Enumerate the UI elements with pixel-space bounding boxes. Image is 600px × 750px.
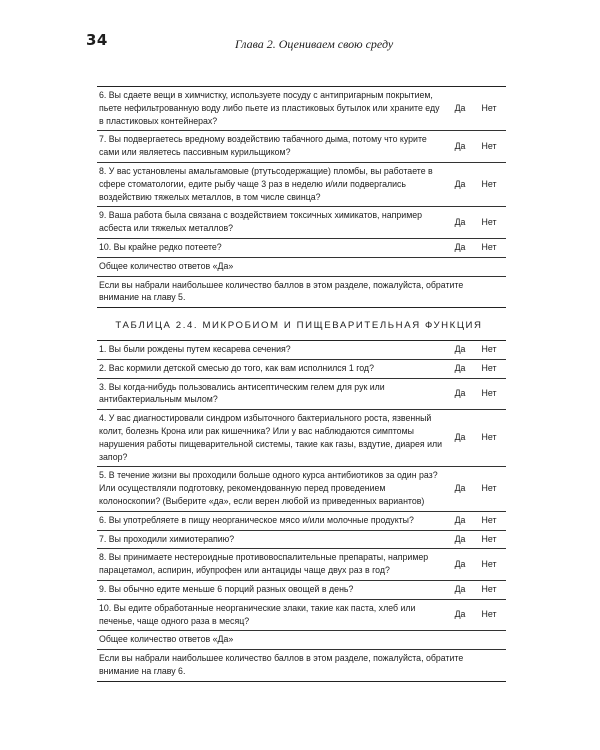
answer-yes: Да (448, 162, 472, 206)
table-title: ТАБЛИЦА 2.4. МИКРОБИОМ И ПИЩЕВАРИТЕЛЬНАЯ ФУНКЦИЯ (115, 320, 483, 331)
answer-no: Нет (472, 359, 506, 378)
table-row (97, 410, 506, 467)
table-row (97, 359, 506, 378)
question-text: 8. У вас установлены амальгамовые (ртутьсодержащие) пломбы, вы работаете в сфере стоматологии, едите рыбу чаще 3 раз в неделю и/или подвергались воздействию тяжелых металлов, в том числе свинца? (97, 162, 448, 206)
answer-no: Нет (472, 238, 506, 257)
total-row (97, 257, 506, 276)
note-row (97, 650, 506, 682)
answer-yes: Да (448, 549, 472, 581)
table-row (97, 207, 506, 239)
answer-yes: Да (448, 207, 472, 239)
question-text: 4. У вас диагностировали синдром избыточного бактериального роста, язвенный колит, болезнь Крона или рак кишечника? Или у вас наблюдаются симптомы нарушения работы пищеварительной системы, такие как газы, вздутие, диарея или запор? (97, 410, 448, 467)
page-number: 34 (86, 31, 108, 49)
table-row (97, 511, 506, 530)
answer-no: Нет (472, 87, 506, 131)
answer-yes: Да (448, 359, 472, 378)
answer-yes: Да (448, 131, 472, 163)
answer-no: Нет (472, 207, 506, 239)
table-row (97, 238, 506, 257)
answer-no: Нет (472, 341, 506, 360)
table-row (97, 341, 506, 360)
question-text: 7. Вы проходили химиотерапию? (97, 530, 448, 549)
question-text: 6. Вы сдаете вещи в химчистку, используете посуду с антипригарным покрытием, пьете нефильтрованную воду либо пьете из пластиковых бутылок или храните еду в пластиковых контейнерах? (97, 87, 448, 131)
question-text: 1. Вы были рождены путем кесарева сечения? (97, 341, 448, 360)
note-row (97, 276, 506, 308)
answer-no: Нет (472, 549, 506, 581)
answer-no: Нет (472, 162, 506, 206)
question-text: 2. Вас кормили детской смесью до того, как вам исполнился 1 год? (97, 359, 448, 378)
answer-yes: Да (448, 410, 472, 467)
answer-yes: Да (448, 530, 472, 549)
table-row (97, 549, 506, 581)
questionnaire-table-microbiome (97, 340, 506, 682)
question-text: 6. Вы употребляете в пищу неорганическое мясо и/или молочные продукты? (97, 511, 448, 530)
total-row (97, 631, 506, 650)
answer-yes: Да (448, 378, 472, 410)
question-text: 9. Вы обычно едите меньше 6 порций разных овощей в день? (97, 580, 448, 599)
answer-yes: Да (448, 511, 472, 530)
questionnaire-table-toxins (97, 86, 506, 308)
chapter-reference-note: Если вы набрали наибольшее количество баллов в этом разделе, пожалуйста, обратите внимание на главу 5. (97, 276, 506, 308)
answer-no: Нет (472, 530, 506, 549)
table-row (97, 378, 506, 410)
answer-yes: Да (448, 599, 472, 631)
chapter-title: Глава 2. Оцениваем свою среду (235, 37, 394, 51)
answer-no: Нет (472, 580, 506, 599)
answer-no: Нет (472, 511, 506, 530)
question-text: 10. Вы крайне редко потеете? (97, 238, 448, 257)
table-row (97, 162, 506, 206)
table-row (97, 580, 506, 599)
total-yes-label: Общее количество ответов «Да» (97, 257, 506, 276)
answer-no: Нет (472, 599, 506, 631)
table-row (97, 530, 506, 549)
answer-no: Нет (472, 378, 506, 410)
table-row (97, 599, 506, 631)
question-text: 3. Вы когда-нибудь пользовались антисептическим гелем для рук или антибактериальным мылом? (97, 378, 448, 410)
total-yes-label: Общее количество ответов «Да» (97, 631, 506, 650)
answer-no: Нет (472, 131, 506, 163)
answer-yes: Да (448, 341, 472, 360)
chapter-reference-note: Если вы набрали наибольшее количество баллов в этом разделе, пожалуйста, обратите внимание на главу 6. (97, 650, 506, 682)
question-text: 10. Вы едите обработанные неорганические злаки, такие как паста, хлеб или печенье, чаще одного раза в месяц? (97, 599, 448, 631)
question-text: 5. В течение жизни вы проходили больше одного курса антибиотиков за один раз? Или осуществляли подготовку, рекомендованную перед проведением колоноскопии? (Выберите «да», если верен любой из приведенных вариантов) (97, 467, 448, 511)
question-text: 7. Вы подвергаетесь вредному воздействию табачного дыма, потому что курите сами или являетесь пассивным курильщиком? (97, 131, 448, 163)
table-row (97, 87, 506, 131)
answer-yes: Да (448, 87, 472, 131)
question-text: 8. Вы принимаете нестероидные противовоспалительные препараты, например парацетамол, аспирин, ибупрофен или антациды чаще двух раз в год? (97, 549, 448, 581)
table-row (97, 131, 506, 163)
answer-no: Нет (472, 410, 506, 467)
answer-yes: Да (448, 467, 472, 511)
question-text: 9. Ваша работа была связана с воздействием токсичных химикатов, например асбеста или тяжелых металлов? (97, 207, 448, 239)
answer-yes: Да (448, 238, 472, 257)
answer-yes: Да (448, 580, 472, 599)
answer-no: Нет (472, 467, 506, 511)
table-row (97, 467, 506, 511)
